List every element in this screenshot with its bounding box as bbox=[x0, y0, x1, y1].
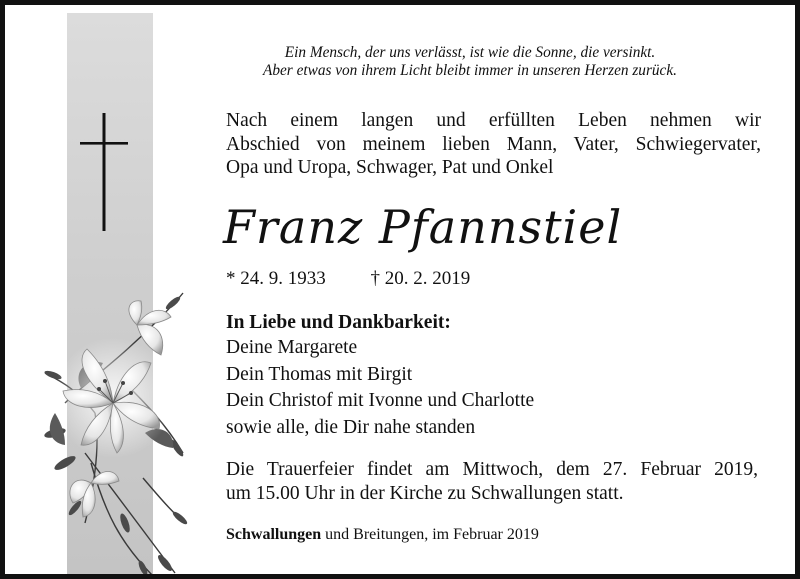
birth-date: * 24. 9. 1933 bbox=[226, 268, 326, 289]
lily-flowers-icon bbox=[25, 263, 193, 579]
deceased-name: Franz Pfannstiel bbox=[223, 200, 623, 254]
cross-icon bbox=[80, 113, 128, 231]
mourner-line: Dein Thomas mit Birgit bbox=[226, 363, 413, 385]
mourner-line: sowie alle, die Dir nahe standen bbox=[226, 416, 476, 438]
intro-line: Nach einem langen und erfüllten Leben nehmen wir bbox=[226, 110, 761, 131]
funeral-line: Die Trauerfeier findet am Mittwoch, dem 27. Februar 2019, bbox=[226, 459, 758, 480]
funeral-line: um 15.00 Uhr in der Kirche zu Schwallungen statt. bbox=[226, 483, 624, 504]
mourner-line: Deine Margarete bbox=[226, 337, 358, 358]
footer-place: Schwallungen bbox=[226, 526, 322, 543]
mourners-list bbox=[226, 335, 534, 441]
quote bbox=[215, 44, 725, 80]
mourner-line: Dein Christof mit Ivonne und Charlotte bbox=[226, 390, 535, 411]
quote-line: Ein Mensch, der uns verlässt, ist wie die Sonne, die versinkt. bbox=[284, 44, 656, 61]
funeral-info bbox=[226, 458, 758, 506]
intro-text bbox=[226, 109, 761, 180]
death-date: † 20. 2. 2019 bbox=[370, 268, 471, 289]
intro-line: Abschied von meinem lieben Mann, Vater, Schwiegervater, bbox=[226, 133, 761, 155]
mourners-heading: In Liebe und Dankbarkeit: bbox=[226, 312, 451, 333]
intro-line: Opa und Uropa, Schwager, Pat und Onkel bbox=[226, 157, 554, 178]
quote-line: Aber etwas von ihrem Licht bleibt immer in unseren Herzen zurück. bbox=[263, 62, 677, 79]
footer-place-date bbox=[226, 525, 539, 545]
life-dates bbox=[226, 267, 470, 291]
footer-rest: und Breitungen, im Februar 2019 bbox=[321, 526, 539, 543]
